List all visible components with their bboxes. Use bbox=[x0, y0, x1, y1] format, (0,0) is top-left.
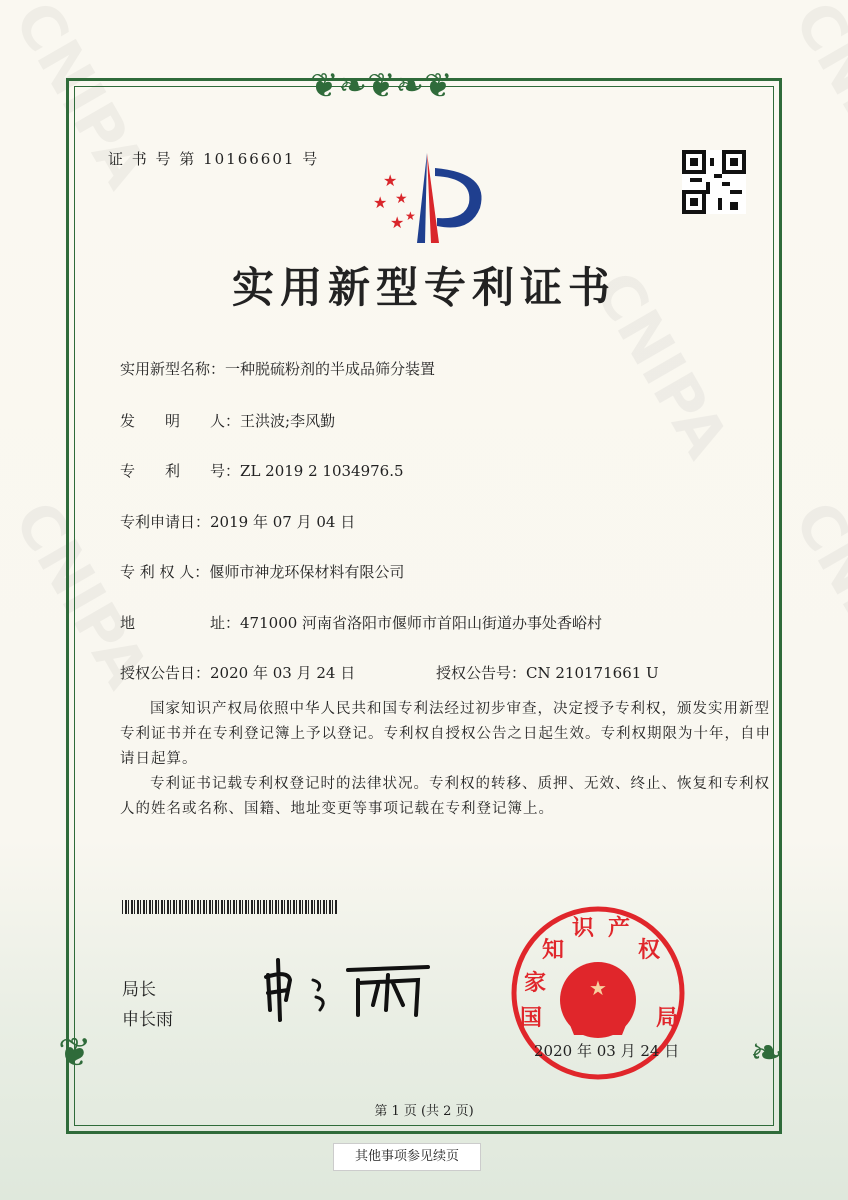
ornament-icon: ❧ bbox=[750, 1030, 784, 1076]
signatory-name: 申长雨 bbox=[122, 1010, 173, 1030]
page-title: 实用新型专利证书 bbox=[231, 263, 616, 312]
svg-text:★: ★ bbox=[395, 191, 408, 207]
watermark bbox=[780, 0, 848, 200]
field-address: 地 址：471000 河南省洛阳市偃师市首阳山街道办事处香峪村 bbox=[120, 614, 603, 632]
page-number: 第 1 页 (共 2 页) bbox=[374, 1104, 474, 1119]
watermark bbox=[780, 490, 848, 699]
certificate-number: 证 书 号 第 10166601 号 bbox=[108, 150, 320, 168]
ornament-icon: ❦ bbox=[58, 1030, 92, 1076]
seal-date: 2020 年 03 月 24 日 bbox=[534, 1042, 680, 1060]
qr-code bbox=[682, 150, 746, 214]
field-inventor: 发 明 人：王洪波;李风勤 bbox=[120, 412, 336, 430]
barcode bbox=[122, 900, 337, 914]
continuation-note: 其他事项参见续页 bbox=[333, 1143, 481, 1171]
ornament-icon: ❦❧❦❧❦ bbox=[310, 66, 453, 106]
svg-text:★: ★ bbox=[390, 213, 405, 232]
cnipa-logo-icon bbox=[365, 148, 490, 248]
svg-text:★: ★ bbox=[383, 171, 398, 190]
signature bbox=[258, 955, 438, 1025]
svg-text:★: ★ bbox=[405, 209, 416, 223]
field-patent-number: 专 利 号：ZL 2019 2 1034976.5 bbox=[120, 462, 404, 480]
field-grant-date: 授权公告日：2020 年 03 月 24 日 bbox=[120, 664, 356, 682]
svg-text:★: ★ bbox=[589, 976, 607, 1000]
paragraph-2: 专利证书记载专利权登记时的法律状况。专利权的转移、质押、无效、终止、恢复和专利权人的姓名或名称、国籍、地址变更等事项记载在专利登记簿上。 bbox=[120, 776, 770, 817]
field-utility-model-name: 实用新型名称：一种脱硫粉剂的半成品筛分装置 bbox=[120, 360, 436, 378]
paragraph-1: 国家知识产权局依照中华人民共和国专利法经过初步审查，决定授予专利权，颁发实用新型专利证书并在专利登记簿上予以登记。专利权自授权公告之日起生效。专利权期限为十年，自申请日起算。 bbox=[120, 701, 771, 767]
signatory-title: 局长 bbox=[122, 980, 156, 1000]
field-publication-number: 授权公告号：CN 210171661 U bbox=[436, 664, 659, 682]
field-application-date: 专利申请日：2019 年 07 月 04 日 bbox=[120, 513, 356, 531]
field-patentee: 专 利 权 人：偃师市神龙环保材料有限公司 bbox=[120, 563, 405, 581]
svg-text:★: ★ bbox=[373, 193, 388, 212]
svg-text:国家知识产权局: 国家知识 产权局 bbox=[520, 915, 679, 1031]
